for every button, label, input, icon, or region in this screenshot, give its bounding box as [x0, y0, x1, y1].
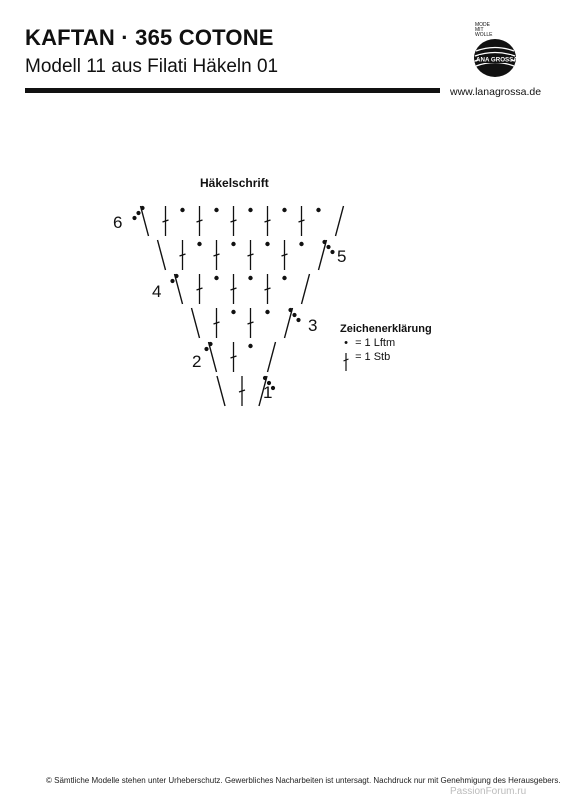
double-crochet-stitch	[141, 206, 149, 236]
turning-chain-dot	[263, 376, 267, 380]
turning-chain-dot	[174, 274, 178, 278]
double-crochet-stitch	[209, 342, 217, 372]
double-crochet-stitch	[217, 376, 225, 406]
row-label-1: 1	[263, 383, 273, 402]
chain-stitch-dot	[214, 208, 218, 212]
turning-chain-dot	[322, 240, 326, 244]
chain-stitch-dot	[265, 242, 269, 246]
turning-chain-dot	[330, 250, 334, 254]
copyright-notice: © Sämtliche Modelle stehen unter Urheberschutz. Gewerbliches Nacharbeiten ist untersagt. Nachdruck nur mit Genehmigung des Herausgebers.	[46, 776, 561, 785]
turning-chain-dot	[170, 279, 174, 283]
lana-grossa-logo	[462, 18, 522, 80]
chain-stitch-dot	[299, 242, 303, 246]
double-crochet-icon	[340, 351, 352, 372]
page-title: KAFTAN · 365 COTONE	[25, 25, 274, 50]
double-crochet-stitch	[285, 308, 293, 338]
crochet-chart	[100, 196, 360, 411]
legend-item-stitch	[340, 351, 390, 372]
chain-stitch-dot	[248, 276, 252, 280]
row-label-3: 3	[308, 316, 318, 335]
chain-stitch-dot	[282, 276, 286, 280]
turning-chain-dot	[140, 206, 144, 210]
chain-dot-icon: •	[344, 337, 348, 349]
chain-stitch-dot	[180, 208, 184, 212]
double-crochet-stitch	[175, 274, 183, 304]
logo-tagline-3: WOLLE	[475, 32, 493, 38]
chain-stitch-dot	[248, 344, 252, 348]
row-label-2: 2	[192, 352, 202, 371]
chart-marks	[132, 206, 343, 406]
double-crochet-stitch	[319, 240, 327, 270]
header-rule	[25, 88, 440, 93]
chain-stitch-dot	[282, 208, 286, 212]
double-crochet-stitch	[192, 308, 200, 338]
turning-chain-dot	[288, 308, 292, 312]
row-label-5: 5	[337, 247, 347, 266]
chain-stitch-dot	[248, 208, 252, 212]
page-subtitle: Modell 11 aus Filati Häkeln 01	[25, 56, 279, 77]
turning-chain-dot	[204, 347, 208, 351]
turning-chain-dot	[296, 318, 300, 322]
chain-stitch-dot	[231, 242, 235, 246]
legend-title: Zeichenerklärung	[340, 323, 432, 335]
legend-label-stitch: = 1 Stb	[355, 351, 391, 363]
double-crochet-stitch	[302, 274, 310, 304]
turning-chain-dot	[208, 342, 212, 346]
legend-label-chain: = 1 Lftm	[355, 337, 396, 349]
diagram-title: Häkelschrift	[200, 176, 269, 190]
chain-stitch-dot	[214, 276, 218, 280]
row-label-6: 6	[113, 213, 123, 232]
chain-stitch-dot	[231, 310, 235, 314]
chain-stitch-dot	[316, 208, 320, 212]
double-crochet-stitch	[158, 240, 166, 270]
turning-chain-dot	[132, 216, 136, 220]
legend-item-chain	[340, 337, 395, 349]
logo-brand: LANA GROSSA	[472, 56, 518, 64]
logo-tagline-1: MODE	[475, 22, 490, 28]
turning-chain-dot	[292, 313, 296, 317]
double-crochet-stitch	[336, 206, 344, 236]
watermark: PassionForum.ru	[450, 786, 527, 797]
turning-chain-dot	[136, 211, 140, 215]
logo-tagline-2: MIT	[475, 27, 484, 33]
website-link[interactable]: www.lanagrossa.de	[450, 86, 542, 98]
chain-stitch-dot	[265, 310, 269, 314]
chain-stitch-dot	[197, 242, 201, 246]
turning-chain-dot	[326, 245, 330, 249]
row-label-4: 4	[152, 282, 162, 301]
double-crochet-stitch	[268, 342, 276, 372]
